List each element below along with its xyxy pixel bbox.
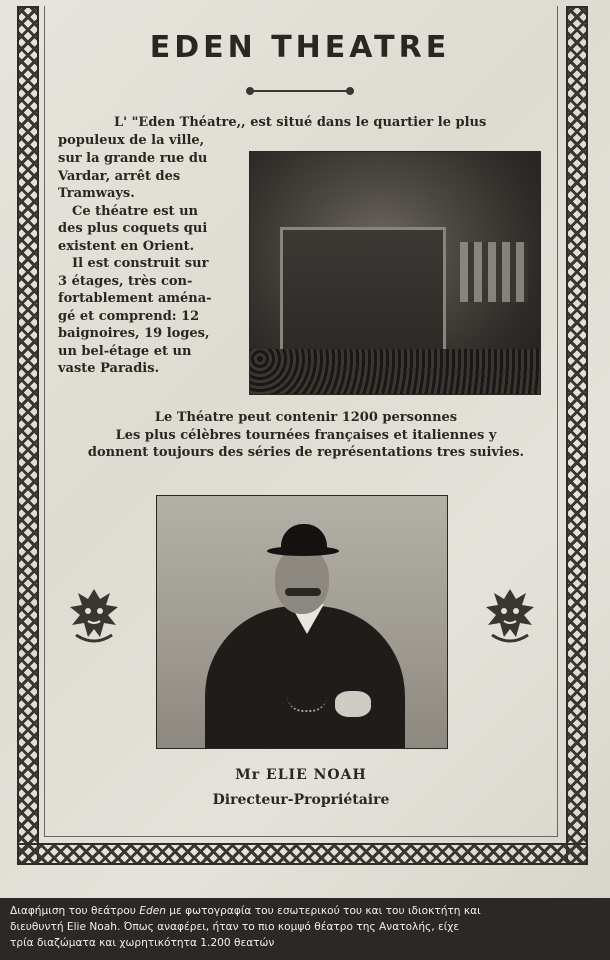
description-line: des plus coquets qui [58,221,208,236]
caption-text: με φωτογραφία του εσωτερικού του και του ιδιοκτήτη και [165,905,481,917]
portrait-head [275,548,329,614]
description-column [58,150,243,378]
caption-line-1 [10,903,602,919]
intro-line-2: populeux de la ville, [58,132,205,148]
description-line: Vardar, arrêt des [58,168,181,184]
caption-italic-text: Eden [139,905,166,917]
mask-ornament-icon [482,585,538,647]
description-line: fortablement aména- [58,291,212,306]
description-line: 3 étages, très con- [58,273,193,289]
title-divider [250,90,350,92]
intro-line-1: L' "Eden Théatre,, est situé dans le quartier le plus [114,115,487,130]
owner-name: Mr ELIE NOAH [235,767,367,783]
description-line: sur la grande rue du [58,151,208,166]
tours-line-1: Les plus célèbres tournées françaises et italiennes y [115,427,497,443]
mask-ornament-icon [66,585,122,647]
description-line: baignoires, 19 loges, [58,326,210,341]
capacity-line: Le Théatre peut contenir 1200 personnes [154,410,458,425]
intro-text [58,114,548,149]
owner-role: Directeur-Propriétaire [212,792,390,808]
image-caption [0,898,610,960]
description-line: existent en Orient. [58,238,195,254]
description-line: vaste Paradis. [58,361,160,376]
elie-noah-portrait-photo [156,495,448,749]
theatre-boxes [460,242,528,302]
portrait-hand [335,691,371,717]
caption-line-3: τρία διαζώματα και χωρητικότητα 1.200 θεατών [10,937,275,949]
caption-line-2: διευθυντή Elie Noah. Όπως αναφέρει, ήταν το πιο κομψό θέατρο της Ανατολής, είχε [10,921,460,933]
bowler-hat-brim [267,546,339,556]
portrait-mustache [285,588,321,596]
description-line: Il est construit sur [72,256,209,271]
ornamental-border-left [17,6,39,865]
theatre-interior-photo [249,151,541,395]
ornamental-border-right [566,6,588,865]
audience-crowd [250,349,540,394]
caption-text: Διαφήμιση του θεάτρου [10,905,140,917]
description-line: Tramways. [58,186,135,201]
description-line: Ce théatre est un [72,203,198,219]
description-line: un bel-étage et un [58,343,192,359]
tours-line-2: donnent toujours des séries de représentations tres suivies. [87,445,525,460]
page-title: EDEN THEATRE [149,30,451,65]
ornamental-border-bottom [17,843,588,865]
capacity-text [58,409,554,462]
description-line: gé et comprend: 12 [58,308,200,324]
